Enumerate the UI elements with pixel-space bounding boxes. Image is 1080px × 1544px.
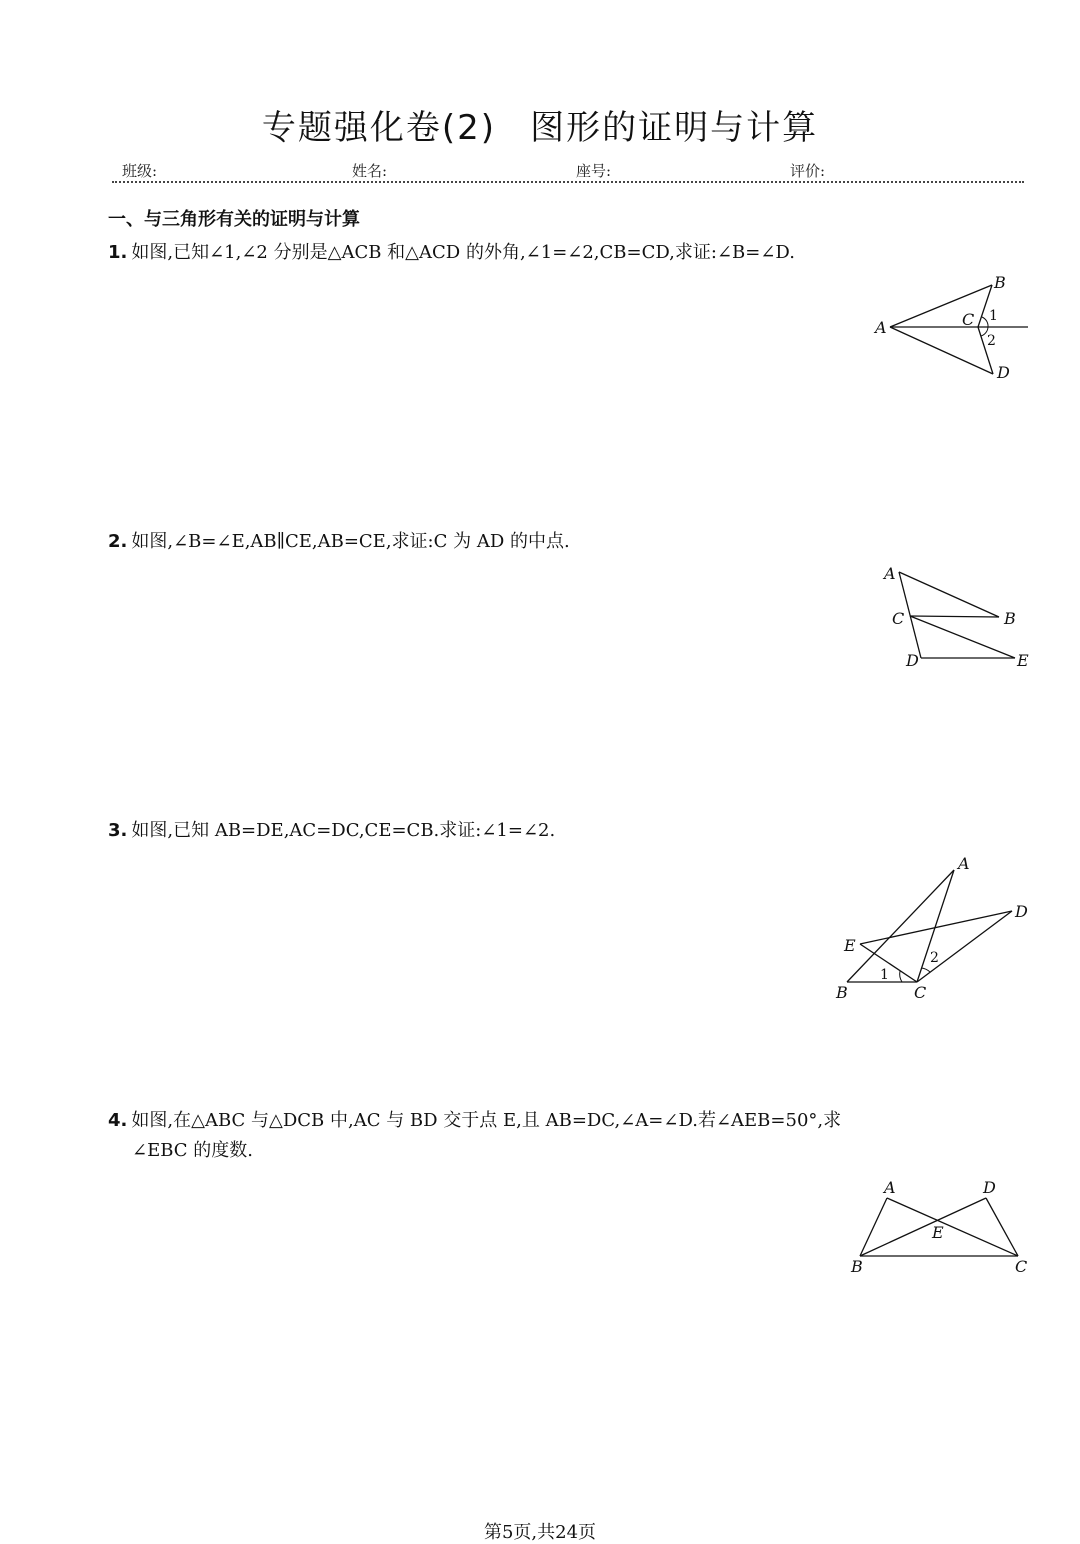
label-B: B (1004, 609, 1016, 628)
question-number: 2. (108, 531, 128, 552)
label-E: E (844, 936, 856, 955)
label-B: B (994, 273, 1006, 292)
question-number: 1. (108, 242, 128, 263)
label-1: 1 (989, 308, 998, 324)
label-E: E (932, 1223, 944, 1242)
question-4 (108, 1106, 1038, 1166)
page-title (0, 100, 1080, 149)
question-text: 如图,已知 AB=DE,AC=DC,CE=CB.求证:∠1=∠2. (131, 820, 556, 841)
label-A: A (875, 318, 887, 337)
title-sub: 图形的证明与计算 (530, 108, 819, 148)
fig-line (986, 1198, 1018, 1256)
label-B: B (851, 1257, 863, 1276)
question-number: 4. (108, 1110, 128, 1131)
fig-line (890, 285, 992, 327)
label-D: D (1015, 902, 1028, 921)
angle-arc (921, 968, 930, 972)
name-label: 姓名: (352, 162, 388, 180)
question-2 (108, 527, 1038, 557)
fig-line (910, 616, 1015, 658)
label-C: C (962, 310, 975, 329)
label-1: 1 (880, 967, 889, 983)
fig-line (860, 1198, 986, 1256)
page-footer: 第5页,共24页 (483, 1522, 597, 1543)
fig-line (860, 1198, 887, 1256)
fig-line (887, 1198, 1018, 1256)
dotted-divider (112, 181, 1024, 183)
label-B: B (836, 983, 848, 1002)
label-2: 2 (987, 333, 996, 349)
label-C: C (914, 983, 927, 1002)
label-A: A (958, 854, 970, 873)
seat-label: 座号: (576, 162, 612, 180)
figure-q3 (830, 850, 1040, 1010)
fig-line (890, 327, 993, 374)
label-2: 2 (930, 950, 939, 966)
section-heading: 一、与三角形有关的证明与计算 (108, 209, 360, 230)
label-D: D (983, 1178, 996, 1197)
grade-label: 评价: (790, 162, 826, 180)
question-3 (108, 816, 1038, 846)
angle-arc (900, 971, 902, 982)
question-text: 如图,在△ABC 与△DCB 中,AC 与 BD 交于点 E,且 AB=DC,∠A=∠D.若∠AEB=50°,求 (131, 1110, 842, 1131)
title-main: 专题强化卷(2) (261, 108, 497, 148)
label-C: C (892, 609, 905, 628)
question-number: 3. (108, 820, 128, 841)
figure-q1 (860, 270, 1040, 390)
label-D: D (997, 363, 1010, 382)
figure-q4 (840, 1175, 1040, 1275)
angle-arc (982, 317, 988, 327)
student-info-row (120, 158, 1020, 182)
fig-line (910, 616, 999, 617)
fig-line (899, 572, 999, 617)
label-A: A (884, 564, 896, 583)
label-D: D (906, 651, 919, 670)
question-1 (108, 238, 1038, 268)
question-text: 如图,∠B=∠E,AB∥CE,AB=CE,求证:C 为 AD 的中点. (131, 531, 570, 552)
figure-q2 (875, 560, 1035, 675)
label-C: C (1015, 1257, 1028, 1276)
label-A: A (884, 1178, 896, 1197)
label-E: E (1017, 651, 1029, 670)
class-label: 班级: (122, 162, 158, 180)
question-text-cont: ∠EBC 的度数. (132, 1140, 253, 1161)
question-text: 如图,已知∠1,∠2 分别是△ACB 和△ACD 的外角,∠1=∠2,CB=CD,求证:∠B=∠D. (131, 242, 795, 263)
